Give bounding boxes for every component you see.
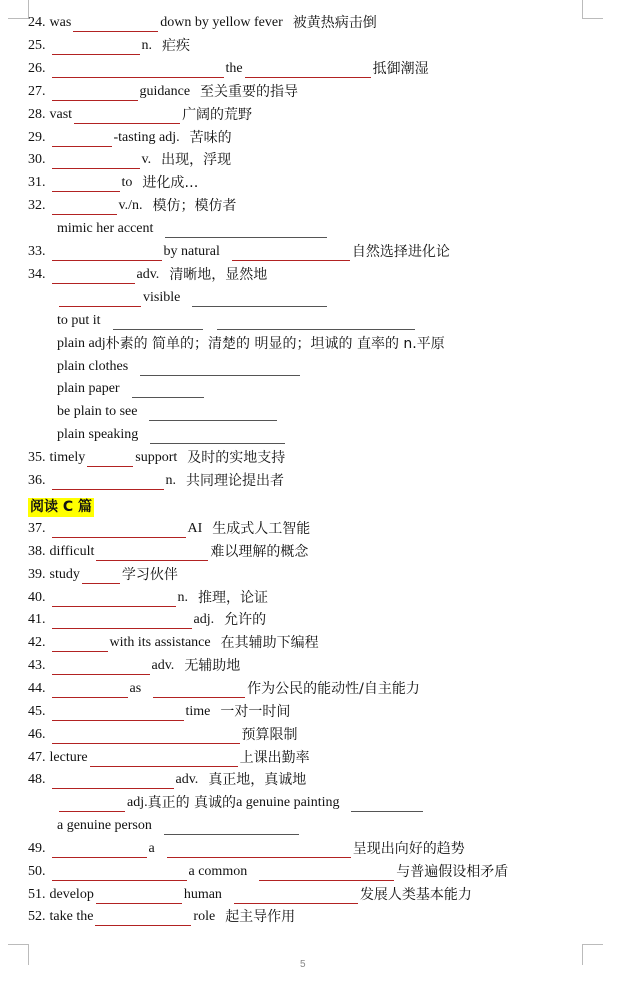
exercise-line (28, 197, 236, 215)
exercise-line (28, 657, 240, 675)
exercise-line (57, 312, 417, 330)
answer-blank[interactable] (59, 292, 141, 307)
answer-blank[interactable] (52, 86, 138, 101)
exercise-line (28, 520, 310, 538)
chinese-gloss: 难以理解的概念 (210, 543, 309, 560)
exercise-line (57, 335, 445, 353)
english-text: with its assistance (109, 635, 211, 651)
chinese-gloss: 朴素的 简单的；清楚的 明显的；坦诚的 直率的 n.平原 (105, 335, 445, 352)
item-number: 44. (28, 680, 46, 696)
english-text: adj. (193, 612, 215, 628)
item-number: 24. (28, 15, 46, 30)
answer-blank[interactable] (52, 40, 140, 55)
answer-blank[interactable] (234, 889, 358, 904)
exercise-line (28, 37, 190, 55)
chinese-gloss: 允许的 (224, 612, 267, 629)
english-text: as (129, 680, 142, 696)
english-text: plain speaking (57, 427, 139, 443)
english-text: timely (49, 450, 86, 466)
item-number: 48. (28, 772, 46, 788)
english-text: plain paper (57, 381, 120, 397)
chinese-gloss: 疟疾 (162, 37, 190, 54)
item-number: 37. (28, 521, 46, 536)
item-number: 35. (28, 450, 46, 466)
item-number: 52. (28, 909, 46, 925)
item-number: 25. (28, 37, 46, 53)
exercise-line (28, 83, 298, 101)
exercise-line (57, 817, 301, 835)
item-number: 51. (28, 886, 46, 902)
exercise-line (28, 266, 267, 284)
answer-blank[interactable] (52, 269, 135, 284)
answer-blank[interactable] (245, 63, 371, 78)
english-text: lecture (49, 749, 88, 765)
exercise-line (28, 472, 284, 490)
answer-blank[interactable] (52, 132, 112, 147)
exercise-line (57, 289, 329, 307)
answer-blank[interactable] (52, 683, 128, 698)
exercise-line (28, 589, 268, 607)
item-number: 41. (28, 612, 46, 628)
english-text: v. (141, 152, 152, 168)
english-text: guidance (139, 83, 191, 99)
exercise-line (28, 634, 319, 652)
english-text: by natural (163, 244, 220, 259)
item-number: 43. (28, 658, 46, 674)
exercise-line (28, 886, 472, 904)
corner-mark-top-right (582, 0, 603, 19)
item-number: 26. (28, 60, 46, 76)
english-text: was (49, 15, 72, 30)
item-number: 46. (28, 726, 46, 742)
english-text: to put it (57, 312, 101, 328)
answer-blank[interactable] (52, 706, 184, 721)
english-text: develop (49, 886, 94, 902)
english-text: adv. (136, 266, 160, 282)
english-text: a genuine painting (236, 795, 340, 811)
answer-blank[interactable] (192, 292, 327, 307)
exercise-line (28, 14, 377, 32)
answer-blank[interactable] (165, 223, 327, 238)
answer-blank[interactable] (96, 546, 208, 561)
answer-blank[interactable] (52, 614, 192, 629)
answer-blank[interactable] (74, 109, 180, 124)
item-number: 50. (28, 863, 46, 879)
answer-blank[interactable] (52, 592, 176, 607)
chinese-gloss: 被黄热病击倒 (292, 15, 377, 31)
item-number: 47. (28, 749, 46, 765)
answer-blank[interactable] (52, 63, 224, 78)
english-text: a (148, 840, 155, 856)
item-number: 28. (28, 106, 46, 122)
exercise-line (57, 403, 279, 421)
answer-blank[interactable] (52, 200, 117, 215)
corner-mark-bottom-left (8, 944, 29, 965)
exercise-line (28, 106, 252, 124)
exercise-line (28, 543, 308, 561)
answer-blank[interactable] (90, 752, 238, 767)
answer-blank[interactable] (217, 315, 415, 330)
english-text: human (183, 886, 222, 902)
answer-blank[interactable] (59, 797, 125, 812)
answer-blank[interactable] (113, 315, 203, 330)
answer-blank[interactable] (52, 523, 186, 538)
english-text: visible (143, 289, 181, 305)
chinese-gloss: 清晰地，显然地 (169, 266, 268, 283)
answer-blank[interactable] (351, 797, 423, 812)
answer-blank[interactable] (140, 361, 300, 376)
chinese-gloss: 与普遍假设相矛盾 (396, 863, 509, 880)
answer-blank[interactable] (232, 246, 350, 261)
chinese-gloss: 真正的 真诚的 (147, 795, 237, 812)
english-text: take the (49, 909, 94, 925)
answer-blank[interactable] (149, 406, 277, 421)
corner-mark-top-left (8, 0, 29, 19)
english-text: n. (165, 473, 176, 488)
english-text: a genuine person (57, 818, 152, 834)
chinese-gloss: 推理，论证 (198, 589, 268, 606)
exercise-line (28, 243, 450, 261)
chinese-gloss: 预算限制 (241, 726, 298, 743)
answer-blank[interactable] (52, 866, 187, 881)
chinese-gloss: 至关重要的指导 (200, 83, 299, 100)
exercise-line (28, 703, 290, 721)
answer-blank[interactable] (52, 774, 174, 789)
page-number: 5 (300, 959, 306, 970)
answer-blank[interactable] (153, 683, 245, 698)
answer-blank[interactable] (73, 17, 158, 32)
exercise-line (28, 726, 298, 744)
item-number: 33. (28, 244, 46, 259)
item-number: 27. (28, 83, 46, 99)
english-text: mimic her accent (57, 221, 154, 237)
answer-blank[interactable] (82, 569, 120, 584)
exercise-line (57, 380, 206, 398)
english-text: vast (49, 106, 73, 122)
english-text: adv. (151, 658, 175, 674)
item-number: 31. (28, 175, 46, 191)
exercise-line (28, 840, 465, 858)
chinese-gloss: 在其辅助下编程 (220, 635, 319, 652)
english-text: to (121, 175, 133, 191)
english-text: plain adj (57, 335, 106, 351)
english-text: study (49, 566, 80, 582)
answer-blank[interactable] (96, 889, 182, 904)
english-text: adj. (127, 795, 148, 811)
english-text: adv. (175, 772, 199, 788)
chinese-gloss: 自然选择进化论 (351, 244, 450, 260)
chinese-gloss: 真正地，真诚地 (208, 772, 307, 789)
answer-blank[interactable] (52, 637, 108, 652)
item-number: 49. (28, 840, 46, 856)
english-text: AI (187, 521, 203, 536)
chinese-gloss: 进化成… (142, 175, 199, 192)
english-text: n. (177, 589, 188, 605)
exercise-line (28, 129, 232, 147)
item-number: 32. (28, 198, 46, 214)
chinese-gloss: 呈现出向好的趋势 (352, 840, 465, 857)
exercise-line (57, 220, 329, 238)
chinese-gloss: 及时的实地支持 (187, 450, 286, 467)
english-text: down by yellow fever (160, 15, 283, 30)
answer-blank[interactable] (167, 843, 351, 858)
item-number: 39. (28, 566, 46, 582)
chinese-gloss: 广阔的荒野 (182, 106, 253, 123)
english-text: n. (141, 37, 152, 53)
answer-blank[interactable] (150, 429, 285, 444)
english-text: be plain to see (57, 404, 138, 420)
exercise-line (57, 358, 302, 376)
exercise-line (28, 174, 198, 192)
exercise-line (28, 749, 310, 767)
exercise-line (57, 426, 287, 444)
exercise-line (28, 611, 266, 629)
exercise-line (57, 794, 425, 812)
answer-blank[interactable] (52, 246, 162, 261)
chinese-gloss: 一对一时间 (220, 703, 291, 720)
answer-blank[interactable] (52, 154, 140, 169)
corner-mark-bottom-right (582, 944, 603, 965)
exercise-line (28, 566, 178, 584)
chinese-gloss: 出现，浮现 (161, 152, 232, 169)
item-number: 30. (28, 152, 46, 168)
english-text: time (185, 703, 211, 719)
item-number: 29. (28, 129, 46, 145)
answer-blank[interactable] (52, 475, 164, 490)
answer-blank[interactable] (132, 383, 204, 398)
english-text: difficult (49, 543, 95, 559)
english-text: -tasting adj. (113, 129, 180, 145)
exercise-line (28, 908, 295, 926)
chinese-gloss: 无辅助地 (184, 658, 241, 675)
answer-blank[interactable] (52, 843, 147, 858)
chinese-gloss: 模仿；模仿者 (152, 198, 237, 215)
english-text: a common (188, 863, 248, 879)
exercise-line (28, 151, 231, 169)
exercise-line (28, 771, 306, 789)
exercise-line (28, 863, 508, 881)
english-text: role (193, 909, 216, 925)
chinese-gloss: 苦味的 (189, 129, 232, 146)
chinese-gloss: 学习伙伴 (121, 566, 178, 583)
exercise-line (28, 449, 285, 467)
chinese-gloss: 上课出勤率 (239, 749, 310, 766)
answer-blank[interactable] (164, 820, 299, 835)
chinese-gloss: 起主导作用 (225, 909, 296, 926)
item-number: 38. (28, 543, 46, 559)
exercise-line (28, 60, 429, 78)
answer-blank[interactable] (95, 911, 191, 926)
chinese-gloss: 抵御潮湿 (372, 60, 429, 77)
item-number: 42. (28, 635, 46, 651)
chinese-gloss: 生成式人工智能 (212, 521, 311, 537)
english-text: support (135, 450, 178, 466)
item-number: 40. (28, 589, 46, 605)
exercise-line (28, 680, 420, 698)
chinese-gloss: 共同理论提出者 (186, 473, 284, 489)
answer-blank[interactable] (52, 177, 120, 192)
english-text: v./n. (118, 198, 143, 214)
chinese-gloss: 发展人类基本能力 (359, 886, 472, 903)
item-number: 34. (28, 266, 46, 282)
item-number: 45. (28, 703, 46, 719)
answer-blank[interactable] (52, 729, 240, 744)
answer-blank[interactable] (52, 660, 150, 675)
section-heading: 阅读 C 篇 (30, 499, 93, 515)
item-number: 36. (28, 473, 46, 488)
answer-blank[interactable] (87, 452, 133, 467)
english-text: plain clothes (57, 358, 129, 374)
answer-blank[interactable] (259, 866, 394, 881)
chinese-gloss: 作为公民的能动性/自主能力 (247, 680, 420, 697)
english-text: the (225, 60, 243, 76)
